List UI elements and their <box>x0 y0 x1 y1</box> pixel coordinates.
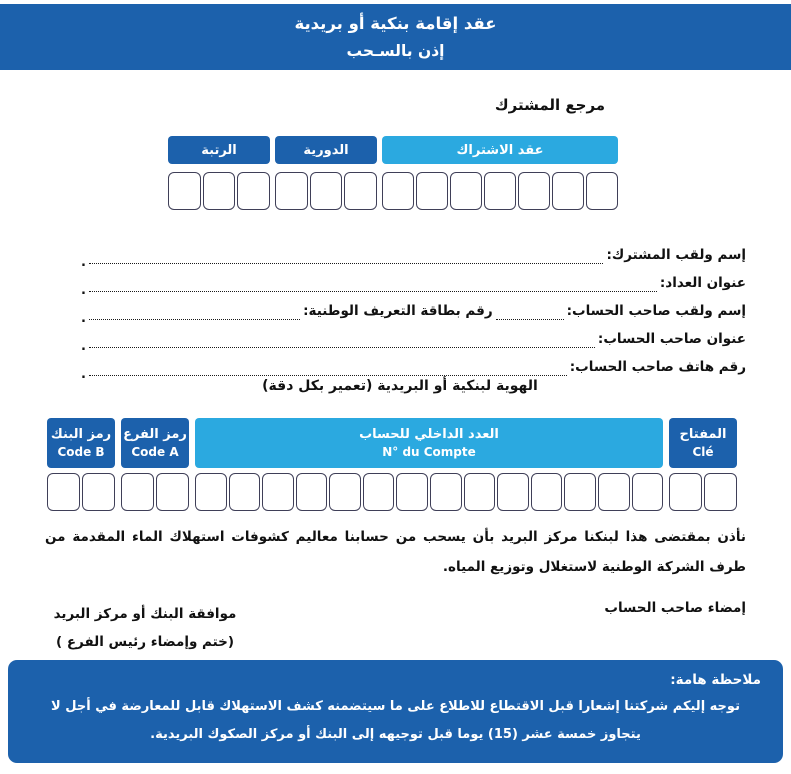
column-periodicity <box>275 136 377 210</box>
dotted-fill-line[interactable] <box>89 306 300 320</box>
input-cell[interactable] <box>382 172 414 210</box>
bank-code-label-latin: Code B <box>57 445 105 459</box>
input-cell[interactable] <box>396 473 428 511</box>
input-cell[interactable] <box>82 473 115 511</box>
bank-code-digit-boxes <box>47 473 115 511</box>
field-account-holder-name-and-id <box>86 300 746 320</box>
column-header-account-number <box>195 418 663 468</box>
input-cell[interactable] <box>518 172 550 210</box>
bank-identity-heading: الهوية لبنكية أو البريدية (تعمير بكل دقة) <box>262 378 538 394</box>
input-cell[interactable] <box>329 473 361 511</box>
branch-head-stamp-label: (ختم وإمضاء رئيس الفرع ) <box>55 634 235 650</box>
account-number-label-ar: العدد الداخلي للحساب <box>359 427 499 442</box>
input-cell[interactable] <box>237 172 270 210</box>
column-header-bank-code <box>47 418 115 468</box>
column-subscription-contract <box>382 136 618 210</box>
periodicity-digit-boxes <box>275 172 377 210</box>
form-title-line2: إذن بالسـحب <box>346 42 445 60</box>
column-key <box>669 418 737 511</box>
key-label-ar: المفتاح <box>679 427 727 442</box>
branch-code-digit-boxes <box>121 473 189 511</box>
form-header-bar <box>0 4 791 70</box>
subscriber-reference-table <box>168 136 618 210</box>
field-label-account-holder-phone: رقم هاتف صاحب الحساب: <box>569 359 746 375</box>
input-cell[interactable] <box>497 473 529 511</box>
note-body: توجه إليكم شركتنا إشعارا قبل الاقتطاع للاطلاع على ما سيتضمنه كشف الاستهلاك قابل للمعارضة في أجل لا يتجاوز خمسة عشر (15) يوما قبل توجيهه إلى البنك أو مركز الصكوك البريدية. <box>51 699 740 742</box>
input-cell[interactable] <box>262 473 294 511</box>
column-header-periodicity: الدورية <box>275 136 377 164</box>
input-cell[interactable] <box>464 473 496 511</box>
input-cell[interactable] <box>484 172 516 210</box>
authorization-paragraph: نأذن بمقتضى هذا لبنكنا مركز البريد بأن يسحب من حسابنا معاليم كشوفات استهلاك الماء المقدمة من طرف الشركة الوطنية لاستغلال وتوزيع المياه. <box>45 529 746 575</box>
bank-approval-signature-block <box>38 600 252 656</box>
field-subscriber-name <box>86 244 746 264</box>
input-cell[interactable] <box>586 172 618 210</box>
input-cell[interactable] <box>450 172 482 210</box>
input-cell[interactable] <box>156 473 189 511</box>
input-cell[interactable] <box>195 473 227 511</box>
dotted-fill-line[interactable] <box>89 250 603 264</box>
note-title: ملاحظة هامة: <box>670 672 761 688</box>
column-branch-code <box>121 418 189 511</box>
input-cell[interactable] <box>47 473 80 511</box>
input-cell[interactable] <box>203 172 236 210</box>
subscription-contract-digit-boxes <box>382 172 618 210</box>
field-label-subscriber-name: إسم ولقب المشترك: <box>606 247 746 263</box>
input-cell[interactable] <box>632 473 664 511</box>
input-cell[interactable] <box>598 473 630 511</box>
rank-digit-boxes <box>168 172 270 210</box>
input-cell[interactable] <box>310 172 343 210</box>
form-title-line1: عقد إقامة بنكية أو بريدية <box>294 14 497 33</box>
input-cell[interactable] <box>275 172 308 210</box>
branch-code-label-ar: رمز الفرع <box>123 427 187 442</box>
bank-identity-table <box>47 418 737 511</box>
subscriber-reference-heading: مرجع المشترك <box>494 96 606 114</box>
dotted-fill-line[interactable] <box>89 334 595 348</box>
field-meter-address <box>86 272 746 292</box>
input-cell[interactable] <box>296 473 328 511</box>
column-header-rank: الرتبة <box>168 136 270 164</box>
input-cell[interactable] <box>531 473 563 511</box>
input-cell[interactable] <box>168 172 201 210</box>
field-label-account-holder-address: عنوان صاحب الحساب: <box>597 331 746 347</box>
input-cell[interactable] <box>552 172 584 210</box>
key-label-latin: Clé <box>692 445 714 459</box>
column-header-branch-code <box>121 418 189 468</box>
dotted-fill-line[interactable] <box>89 278 657 292</box>
input-cell[interactable] <box>121 473 154 511</box>
field-label-meter-address: عنوان العداد: <box>659 275 746 291</box>
column-header-key <box>669 418 737 468</box>
field-account-holder-address <box>86 328 746 348</box>
account-number-digit-boxes <box>195 473 663 511</box>
column-header-subscription-contract: عقد الاشتراك <box>382 136 618 164</box>
branch-code-label-latin: Code A <box>131 445 179 459</box>
input-cell[interactable] <box>416 172 448 210</box>
dotted-fill-line[interactable] <box>89 362 567 376</box>
input-cell[interactable] <box>430 473 462 511</box>
input-cell[interactable] <box>704 473 737 511</box>
key-digit-boxes <box>669 473 737 511</box>
input-cell[interactable] <box>363 473 395 511</box>
account-number-label-latin: N° du Compte <box>382 445 476 459</box>
bank-approval-label: موافقة البنك أو مركز البريد <box>53 606 237 622</box>
column-bank-code <box>47 418 115 511</box>
column-rank <box>168 136 270 210</box>
account-holder-signature-label: إمضاء صاحب الحساب <box>604 600 746 616</box>
field-label-national-id: رقم بطاقة التعريف الوطنية: <box>303 303 493 319</box>
dotted-fill-line[interactable] <box>496 306 564 320</box>
input-cell[interactable] <box>344 172 377 210</box>
bank-code-label-ar: رمز البنك <box>50 427 112 442</box>
important-note-box <box>8 660 783 763</box>
input-cell[interactable] <box>229 473 261 511</box>
input-cell[interactable] <box>669 473 702 511</box>
input-cell[interactable] <box>564 473 596 511</box>
field-label-account-holder-name: إسم ولقب صاحب الحساب: <box>566 303 746 319</box>
field-account-holder-phone <box>86 356 746 376</box>
column-account-number <box>195 418 663 511</box>
